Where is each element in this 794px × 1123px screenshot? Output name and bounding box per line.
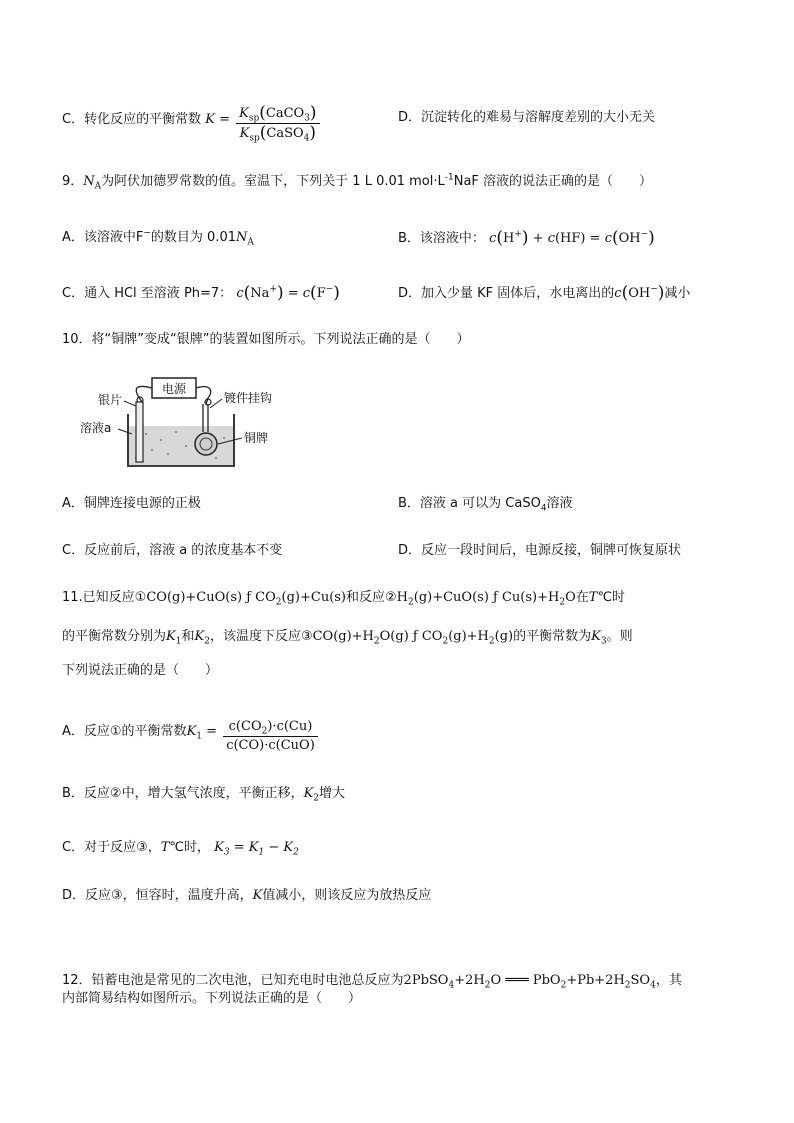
silver-plate [136, 402, 143, 462]
silver-label: 银片 [98, 393, 123, 407]
q9-option-a: A．该溶液中F−的数目为 $0.01N_A$ [62, 228, 254, 248]
q10-option-b: B．溶液 a 可以为 CaSO$_4$溶液 [398, 496, 573, 514]
q11-stem-line2: 的平衡常数分别为$K_1$和$K_2$，该温度下反应$③CO(g)+H_2O(g)$ ƒ $CO_2(g)+H_2(g)$的平衡常数为$K_3$。则 [62, 629, 633, 647]
q10-option-c: C．反应前后，溶液 a 的浓度基本不变 [62, 543, 283, 558]
hook-label: 镀件挂钩 [224, 391, 273, 405]
q9-option-b: B．该溶液中： c(H+) + c(HF) = c(OH−) [398, 228, 655, 248]
q8-option-c: C．转化反应的平衡常数 K = $\frac{K_{sp}(CaCO_3)}{K_{sp}(CaSO_4)}$ [62, 104, 322, 143]
q11-a-fraction: $\frac{c(CO_2)\cdot c(Cu)}{\text{c(CO)·c(CuO)}}$ [223, 718, 318, 755]
q8-option-d: D．沉淀转化的难易与溶解度差别的大小无关 [398, 110, 656, 125]
q10-option-d: D．反应一段时间后，电源反接，铜牌可恢复原状 [398, 543, 682, 558]
q10-option-a: A．铜牌连接电源的正极 [62, 496, 201, 511]
q9-option-d: D．加入少量 KF 固体后，水电离出的c(OH−)减小 [398, 283, 691, 303]
power-label: 电源 [161, 382, 187, 396]
q11-option-c: C．对于反应③，T℃时， $K_3 = K_1 - K_2$ [62, 840, 299, 858]
copper-label: 铜牌 [244, 431, 269, 445]
q11-option-b: B．反应②中，增大氢气浓度，平衡正移，$K_2$增大 [62, 786, 346, 804]
q9-stem: 9．$N_A$为阿伏加德罗常数的值。室温下，下列关于 1 L 0.01 $mol\cdot L^{-1}NaF$ 溶液的说法正确的是（ ） [62, 172, 653, 192]
q10-stem: 10．将“铜牌”变成“银牌”的装置如图所示。下列说法正确的是（ ） [62, 332, 470, 347]
q8-c-label: C．转化反应的平衡常数 [62, 112, 202, 127]
q11-option-d: D．反应③，恒容时，温度升高，K值减小，则该反应为放热反应 [62, 888, 432, 903]
q11-stem-line3: 下列说法正确的是（ ） [62, 663, 219, 678]
q8-c-fraction: $\frac{K_{sp}(CaCO_3)}{K_{sp}(CaSO_4)}$ [236, 104, 319, 143]
solution-label: 溶液a [80, 421, 112, 435]
q12-stem-line1: 12．铅蓄电池是常见的二次电池，已知充电时电池总反应为$2PbSO_4+2H_2O$ ═══ $PbO_2+Pb+2H_2SO_4$，其 [62, 973, 682, 991]
q11-option-a: A．反应①的平衡常数$K_1$ = $\frac{c(CO_2)\cdot c(Cu)}{\text{c(CO)·c(CuO)}}$ [62, 718, 320, 755]
q9-option-c: C．通入 HCl 至溶液 Ph=7： c(Na+) = c(F−) [62, 283, 340, 303]
copper-plate [195, 433, 217, 455]
electroplating-diagram [76, 374, 286, 474]
q11-stem-line1: 11.已知反应①CO(g)+CuO(s) ƒ $CO_2(g)+Cu(s)$和反应$②H_2(g)+CuO(s)$ ƒ $Cu(s)+H_2O$在T℃时 [62, 590, 626, 608]
q12-stem-line2: 内部简易结构如图所示。下列说法正确的是（ ） [62, 991, 362, 1006]
